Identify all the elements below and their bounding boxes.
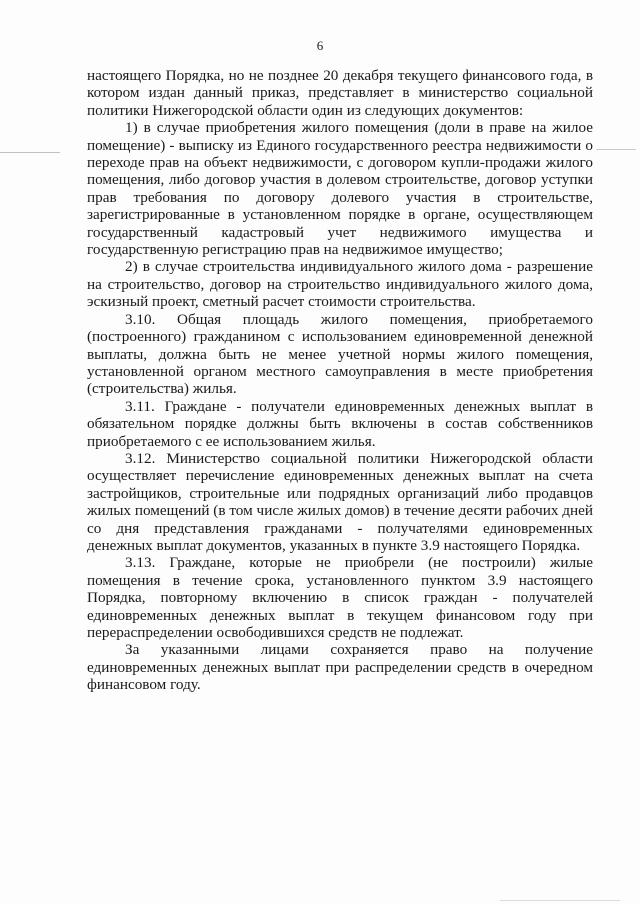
paragraph-3-13: 3.13. Граждане, которые не приобрели (не построили) жилые помещения в течение срока, установленного пунктом 3.9 настоящего Порядка, повторному включению в список граждан - получателей единовременных денежных выплат в текущем финансовом году при перераспределении освободившихся средств не подлежат. [87,554,593,641]
paragraph-3-10: 3.10. Общая площадь жилого помещения, приобретаемого (построенного) гражданином с использованием единовременной денежной выплаты, должна быть не менее учетной нормы жилого помещения, установленной органом местного самоуправления в месте приобретения (строительства) жилья. [87,310,593,398]
paragraph-continuation: настоящего Порядка, но не позднее 20 декабря текущего финансового года, в котором издан данный приказ, представляет в министерство социальной политики Нижегородской области один из следующих документов: [87,67,593,119]
paragraph-3-11: 3.11. Граждане - получатели единовременных денежных выплат в обязательном порядке должны быть включены в состав собственников приобретаемого с ее использованием жилья. [87,397,593,450]
page-number: 6 [316,38,324,53]
paragraph-3-12: 3.12. Министерство социальной политики Нижегородской области осуществляет перечисление единовременных денежных выплат на счета застройщиков, строительные или подрядных организаций либо продавцов жилых помещений (в том числе жилых домов) в течение десяти рабочих дней со дня представления гражданами - получателями единовременных денежных выплат документов, указанных в пункте 3.9 настоящего Порядка. [87,449,593,554]
document-body [87,67,593,694]
paragraph-item-1: 1) в случае приобретения жилого помещения (доли в праве на жилое помещение) - выписку из Единого государственного реестра недвижимости о переходе прав на объект недвижимости, с договором купли-продажи жилого помещения, либо договор участия в долевом строительстве, договор уступки прав требования по договору долевого участия в строительстве, зарегистрированные в установленном порядке в органе, осуществляющем государственный кадастровый учет недвижимого имущества и государственную регистрацию прав на недвижимое имущество; [87,119,593,259]
paragraph-item-2: 2) в случае строительства индивидуального жилого дома - разрешение на строительство, договор на строительство индивидуального жилого дома, эскизный проект, сметный расчет стоимости строительства. [87,258,593,311]
scan-artifact-line [0,152,60,153]
paragraph-closing: За указанными лицами сохраняется право на получение единовременных денежных выплат при распределении средств в очередном финансовом году. [87,641,593,694]
scan-artifact-line [500,900,620,901]
scan-artifact-line [596,149,636,150]
